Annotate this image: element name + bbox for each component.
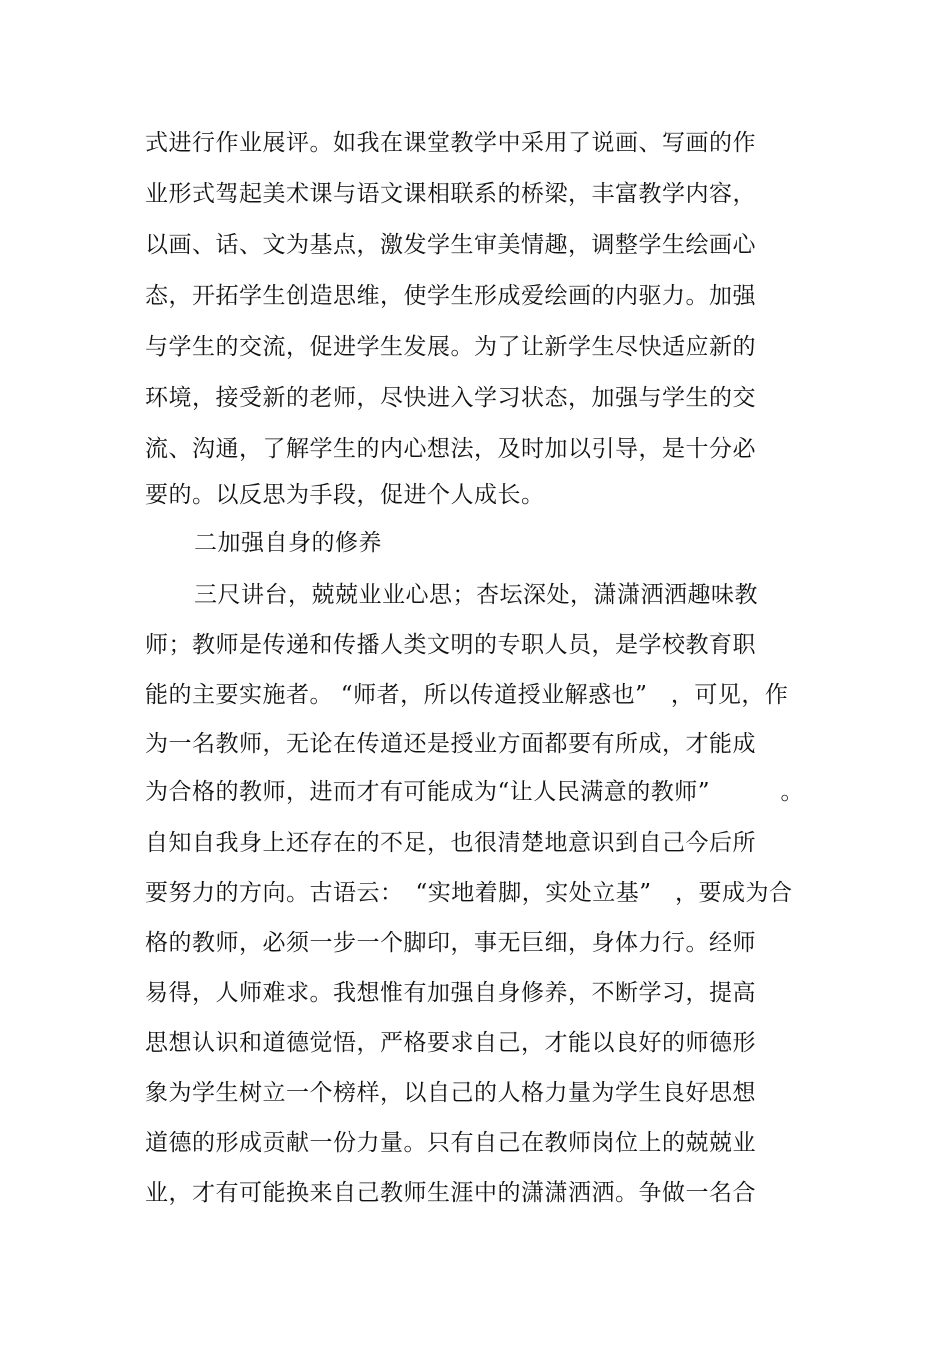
paragraph-line: 三尺讲台，兢兢业业心思；杏坛深处，潇潇洒洒趣味教	[194, 582, 758, 608]
paragraph-line: 师；教师是传递和传播人类文明的专职人员，是学校教育职	[145, 632, 756, 658]
paragraph-line: 象为学生树立一个榜样，以自己的人格力量为学生良好思想	[145, 1080, 756, 1106]
paragraph-line: 思想认识和道德觉悟，严格要求自己，才能以良好的师德形	[145, 1030, 756, 1056]
paragraph-line: 业，才有可能换来自己教师生涯中的潇潇洒洒。争做一名合	[145, 1180, 756, 1206]
paragraph-line: 自知自我身上还存在的不足，也很清楚地意识到自己今后所	[145, 830, 756, 856]
paragraph-line: 态，开拓学生创造思维，使学生形成爱绘画的内驱力。加强	[145, 283, 756, 309]
paragraph-line: 为一名教师，无论在传道还是授业方面都要有所成，才能成	[145, 731, 756, 757]
paragraph-line: 流、沟通，了解学生的内心想法，及时加以引导，是十分必	[145, 436, 756, 462]
paragraph-line: 环境，接受新的老师，尽快进入学习状态，加强与学生的交	[145, 385, 756, 411]
paragraph-line: 能的主要实施者。 “师者，所以传道授业解惑也” ，可见，作	[145, 682, 789, 708]
paragraph-line: 易得，人师难求。我想惟有加强自身修养，不断学习，提高	[145, 980, 756, 1006]
paragraph-line: 为合格的教师，进而才有可能成为“让人民满意的教师” 。	[145, 779, 805, 805]
paragraph-line: 道德的形成贡献一份力量。只有自己在教师岗位上的兢兢业	[145, 1130, 756, 1156]
paragraph-line: 业形式驾起美术课与语文课相联系的桥梁，丰富教学内容，	[145, 181, 756, 207]
paragraph-line: 格的教师，必须一步一个脚印，事无巨细，身体力行。经师	[145, 930, 756, 956]
paragraph-line: 与学生的交流，促进学生发展。为了让新学生尽快适应新的	[145, 334, 756, 360]
paragraph-line: 要的。以反思为手段，促进个人成长。	[145, 482, 545, 508]
paragraph-line: 式进行作业展评。如我在课堂教学中采用了说画、写画的作	[145, 130, 756, 156]
paragraph-line: 以画、话、文为基点，激发学生审美情趣，调整学生绘画心	[145, 232, 756, 258]
section-heading: 二加强自身的修养	[194, 530, 382, 556]
paragraph-line: 要努力的方向。古语云： “实地着脚，实处立基” ，要成为合	[145, 880, 793, 906]
